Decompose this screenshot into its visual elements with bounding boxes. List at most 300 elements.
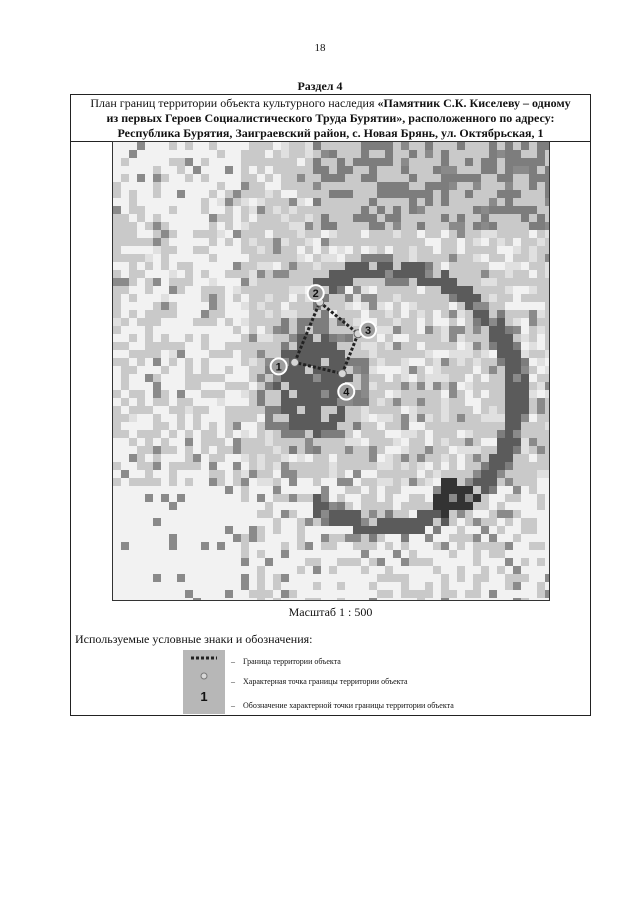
map-pixel [337,254,345,262]
map-pixel [465,382,473,390]
map-pixel [145,534,153,542]
map-pixel [217,166,225,174]
map-pixel [441,174,449,182]
map-pixel [457,598,465,600]
map-pixel [289,502,297,510]
map-pixel [153,390,161,398]
map-pixel [193,238,201,246]
map-pixel [241,398,249,406]
map-pixel [377,206,385,214]
map-pixel [473,518,481,526]
map-pixel [113,374,121,382]
map-pixel [393,430,401,438]
map-pixel [329,358,337,366]
map-pixel [145,182,153,190]
map-pixel [473,342,481,350]
map-pixel [369,382,377,390]
map-pixel [217,486,225,494]
map-pixel [481,374,489,382]
map-pixel [537,398,545,406]
map-pixel [233,150,241,158]
map-pixel [233,566,241,574]
section-title: Раздел 4 [297,79,343,93]
map-pixel [121,462,129,470]
map-pixel [425,374,433,382]
map-pixel [273,382,281,390]
map-pixel [313,398,321,406]
map-pixel [273,470,281,478]
map-pixel [425,142,433,150]
map-pixel [281,518,289,526]
map-pixel [137,438,145,446]
map-pixel [489,526,497,534]
map-pixel [489,262,497,270]
map-pixel [377,550,385,558]
map-pixel [185,166,193,174]
map-pixel [249,382,257,390]
map-pixel [537,366,545,374]
map-pixel [289,494,297,502]
map-pixel [137,526,145,534]
map-pixel [161,526,169,534]
map-pixel [145,574,153,582]
map-pixel [257,502,265,510]
map-pixel [537,566,545,574]
map-pixel [513,542,521,550]
map-pixel [185,534,193,542]
map-pixel [265,230,273,238]
map-pixel [121,326,129,334]
map-pixel [529,566,537,574]
map-pixel [169,550,177,558]
map-pixel [249,502,257,510]
map-pixel [121,270,129,278]
map-pixel [153,334,161,342]
map-pixel [273,238,281,246]
map-pixel [457,222,465,230]
map-pixel [185,486,193,494]
map-pixel [121,350,129,358]
map-pixel [257,334,265,342]
map-pixel [513,286,521,294]
map-pixel [345,246,353,254]
map-pixel [145,550,153,558]
map-pixel [281,142,289,150]
map-pixel [169,558,177,566]
map-pixel [129,494,137,502]
map-pixel [177,230,185,238]
map-pixel [305,382,313,390]
map-pixel [345,334,353,342]
map-pixel [233,350,241,358]
map-pixel [297,246,305,254]
map-pixel [129,526,137,534]
map-pixel [281,190,289,198]
map-pixel [529,270,537,278]
map-pixel [137,486,145,494]
map-pixel [241,470,249,478]
map-pixel [537,574,545,582]
map-pixel [481,350,489,358]
map-pixel [457,334,465,342]
map-pixel [521,374,529,382]
map-pixel [193,158,201,166]
map-pixel [433,350,441,358]
map-pixel [249,478,257,486]
map-pixel [225,470,233,478]
map-pixel [249,334,257,342]
map-pixel [433,510,441,518]
map-pixel [401,558,409,566]
map-pixel [353,270,361,278]
map-pixel [201,222,209,230]
map-pixel [177,326,185,334]
map-pixel [457,230,465,238]
map-pixel [425,430,433,438]
map-pixel [137,494,145,502]
map-pixel [225,286,233,294]
map-pixel [169,238,177,246]
map-pixel [185,158,193,166]
map-pixel [217,230,225,238]
map-pixel [449,558,457,566]
map-pixel [481,158,489,166]
map-pixel [321,510,329,518]
map-pixel [225,334,233,342]
map-pixel [209,302,217,310]
map-pixel [537,526,545,534]
map-pixel [401,430,409,438]
map-pixel [193,182,201,190]
map-pixel [313,350,321,358]
map-pixel [257,262,265,270]
map-pixel [177,526,185,534]
map-pixel [313,166,321,174]
map-pixel [185,598,193,600]
map-pixel [201,534,209,542]
map-pixel [273,510,281,518]
map-pixel [289,382,297,390]
map-pixel [425,366,433,374]
map-pixel [481,278,489,286]
map-pixel [249,574,257,582]
map-pixel [513,342,521,350]
map-pixel [289,558,297,566]
map-pixel [433,358,441,366]
map-pixel [401,334,409,342]
map-pixel [449,166,457,174]
map-pixel [393,494,401,502]
map-pixel [513,206,521,214]
map-pixel [153,142,161,150]
map-pixel [321,214,329,222]
map-pixel [305,198,313,206]
map-pixel [257,206,265,214]
map-pixel [329,582,337,590]
map-pixel [505,302,513,310]
map-pixel [121,334,129,342]
map-pixel [145,246,153,254]
map-pixel [337,502,345,510]
map-pixel [441,438,449,446]
map-pixel [505,534,513,542]
map-pixel [145,582,153,590]
map-pixel [161,150,169,158]
map-pixel [321,430,329,438]
map-pixel [305,582,313,590]
map-pixel [545,598,549,600]
map-pixel [385,310,393,318]
map-pixel [465,494,473,502]
map-pixel [305,398,313,406]
map-pixel [457,358,465,366]
map-pixel [505,502,513,510]
map-pixel [233,238,241,246]
map-pixel [369,446,377,454]
map-pixel [345,542,353,550]
map-pixel [361,526,369,534]
map-pixel [537,142,545,150]
map-pixel [409,254,417,262]
map-pixel [273,550,281,558]
map-pixel [401,550,409,558]
map-pixel [177,510,185,518]
map-pixel [121,542,129,550]
map-pixel [177,238,185,246]
map-pixel [529,166,537,174]
map-pixel [209,574,217,582]
map-pixel [185,542,193,550]
map-pixel [249,518,257,526]
map-pixel [457,454,465,462]
map-pixel [153,366,161,374]
map-pixel [305,414,313,422]
map-pixel [441,334,449,342]
map-pixel [329,486,337,494]
map-pixel [377,302,385,310]
map-pixel [425,182,433,190]
map-pixel [417,342,425,350]
map-pixel [233,510,241,518]
map-pixel [465,190,473,198]
map-pixel [225,198,233,206]
map-pixel [489,558,497,566]
map-pixel [489,478,497,486]
map-pixel [113,278,121,286]
map-pixel [281,486,289,494]
map-pixel [193,598,201,600]
map-pixel [113,150,121,158]
map-pixel [265,294,273,302]
map-pixel [121,390,129,398]
map-pixel [441,198,449,206]
map-pixel [481,582,489,590]
map-pixel [225,174,233,182]
map-pixel [457,294,465,302]
map-pixel [209,262,217,270]
map-pixel [473,206,481,214]
map-pixel [449,502,457,510]
map-pixel [297,590,305,598]
legend-point-label-symbol: 1 [200,689,208,704]
map-pixel [161,502,169,510]
point-marker-4 [338,384,354,400]
map-pixel [297,382,305,390]
map-pixel [369,166,377,174]
map-pixel [257,454,265,462]
map-pixel [233,278,241,286]
map-pixel [337,526,345,534]
map-pixel [369,286,377,294]
map-pixel [225,590,233,598]
map-pixel [249,422,257,430]
map-pixel [185,214,193,222]
map-pixel [241,294,249,302]
map-pixel [209,398,217,406]
map-pixel [361,414,369,422]
map-pixel [145,526,153,534]
map-pixel [385,342,393,350]
map-pixel [169,486,177,494]
map-pixel [409,406,417,414]
map-pixel [305,518,313,526]
map-pixel [481,238,489,246]
point-marker-2 [308,285,324,301]
map-pixel [281,574,289,582]
map-pixel [289,534,297,542]
map-pixel [241,254,249,262]
map-pixel [441,286,449,294]
map-pixel [505,350,513,358]
map-pixel [481,310,489,318]
map-pixel [377,478,385,486]
map-pixel [169,318,177,326]
map-pixel [473,566,481,574]
map-pixel [121,534,129,542]
map-pixel [233,222,241,230]
map-pixel [177,334,185,342]
map-pixel [281,398,289,406]
map-pixel [473,494,481,502]
map-pixel [193,142,201,150]
map-pixel [505,454,513,462]
map-pixel [473,534,481,542]
legend-item-label [231,701,454,710]
map-pixel [401,374,409,382]
map-pixel [457,518,465,526]
map-pixel [433,534,441,542]
map-pixel [297,174,305,182]
map-pixel [377,158,385,166]
map-pixel [201,486,209,494]
map-pixel [377,326,385,334]
map-pixel [353,550,361,558]
map-pixel [329,222,337,230]
map-pixel [257,302,265,310]
map-pixel [153,246,161,254]
map-pixel [289,262,297,270]
map-pixel [113,334,121,342]
map-pixel [409,198,417,206]
map-pixel [513,150,521,158]
map-pixel [289,550,297,558]
point-marker-label: 3 [364,324,372,337]
map-pixel [233,438,241,446]
map-pixel [305,406,313,414]
map-pixel [409,486,417,494]
map-pixel [129,534,137,542]
map-pixel [545,358,549,366]
map-pixel [153,470,161,478]
map-pixel [225,230,233,238]
map-pixel [137,558,145,566]
map-pixel [217,158,225,166]
map-pixel [217,278,225,286]
map-pixel [121,150,129,158]
map-pixel [249,598,257,600]
map-pixel [329,190,337,198]
map-pixel [177,574,185,582]
map-pixel [225,310,233,318]
map-pixel [385,550,393,558]
map-pixel [241,478,249,486]
map-pixel [193,350,201,358]
map-pixel [513,414,521,422]
map-pixel [513,190,521,198]
map-pixel [473,238,481,246]
map-pixel [137,342,145,350]
map-pixel [217,550,225,558]
map-pixel [329,502,337,510]
map-pixel [497,342,505,350]
map-pixel [353,302,361,310]
map-pixel [177,438,185,446]
map-pixel [153,238,161,246]
map-pixel [129,382,137,390]
map-pixel [113,494,121,502]
map-pixel [449,566,457,574]
map-pixel [265,438,273,446]
map-pixel [505,510,513,518]
map-pixel [305,526,313,534]
map-pixel [313,494,321,502]
map-pixel [529,534,537,542]
map-pixel [225,502,233,510]
map-pixel [161,470,169,478]
map-pixel [273,422,281,430]
plan-title [71,95,590,142]
map-pixel [457,246,465,254]
map-pixel [177,598,185,600]
map-pixel [153,598,161,600]
map-pixel [209,446,217,454]
map-pixel [521,542,529,550]
map-pixel [305,150,313,158]
map-pixel [505,166,513,174]
map-pixel [473,302,481,310]
plan-title-line-2: из первых Героев Социалистического Труда Бурятии», расположенного по адресу: [106,111,555,125]
map-pixel [521,350,529,358]
map-pixel [321,150,329,158]
map-pixel [153,158,161,166]
map-pixel [113,438,121,446]
map-pixel [513,366,521,374]
map-pixel [185,150,193,158]
map-pixel [329,510,337,518]
map-pixel [145,414,153,422]
map-pixel [113,398,121,406]
map-pixel [497,334,505,342]
